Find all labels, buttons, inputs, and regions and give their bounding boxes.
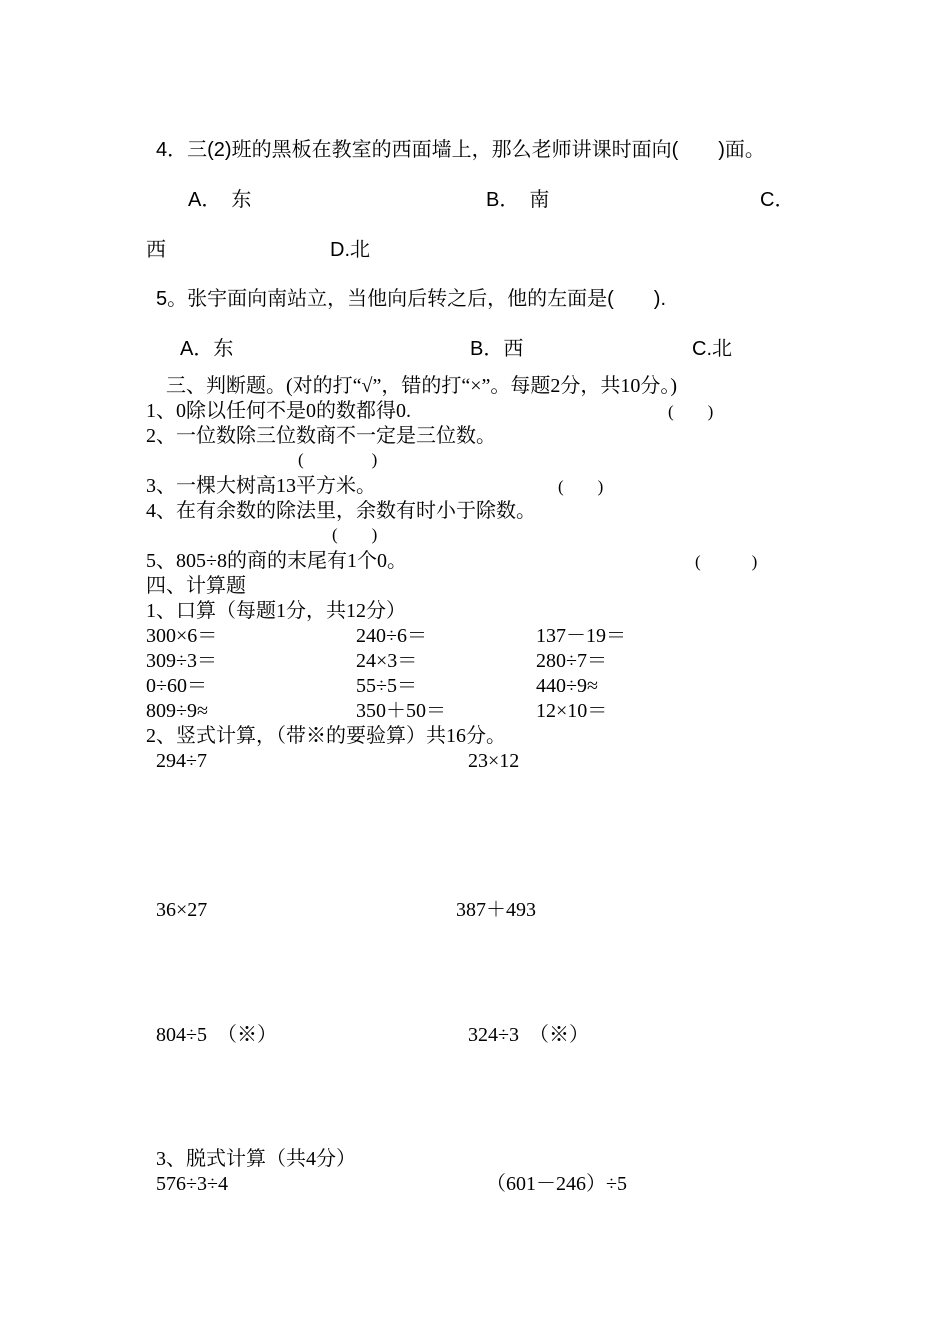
tf-item-3-paren[interactable]: ( ): [558, 477, 604, 496]
oral-2-2: 24×3＝: [356, 650, 418, 672]
q4-option-c-text: 西: [146, 239, 166, 261]
tf-item-2: 2、一位数除三位数商不一定是三位数。: [146, 425, 496, 447]
vertical-1: 294÷7: [156, 750, 207, 772]
oral-3-2: 55÷5＝: [356, 675, 417, 697]
oral-3-1: 0÷60＝: [146, 675, 207, 697]
vertical-3: 36×27: [156, 899, 208, 921]
oral-1-1: 300×6＝: [146, 625, 218, 647]
vertical-title: 2、竖式计算，（带※的要验算）共16分。: [146, 725, 506, 747]
tf-item-3: 3、一棵大树高13平方米。: [146, 475, 376, 497]
tf-item-5: 5、805÷8的商的末尾有1个0。: [146, 550, 407, 572]
tf-item-2-paren[interactable]: ( ): [298, 450, 378, 469]
oral-3-3: 440÷9≈: [536, 675, 598, 697]
oral-title: 1、口算（每题1分，共12分）: [146, 600, 406, 622]
q4-stem: 4．三(2)班的黑板在教室的西面墙上，那么老师讲课时面向( )面。: [156, 139, 765, 161]
tf-item-1: 1、0除以任何不是0的数都得0.: [146, 400, 411, 422]
q4-option-c: C．: [760, 189, 795, 211]
tf-item-4: 4、在有余数的除法里，余数有时小于除数。: [146, 500, 536, 522]
step-1: 576÷3÷4: [156, 1173, 228, 1195]
q5-option-b: B．西: [470, 338, 524, 360]
step-2: （601－246）÷5: [486, 1173, 627, 1195]
oral-4-1: 809÷9≈: [146, 700, 208, 722]
vertical-5: 804÷5 （※）: [156, 1024, 277, 1046]
tf-item-5-paren[interactable]: ( ): [695, 552, 758, 571]
q5-option-a: A．东: [180, 338, 234, 360]
oral-1-3: 137－19＝: [536, 625, 626, 647]
oral-1-2: 240÷6＝: [356, 625, 427, 647]
section3-title: 三、判断题。(对的打“√”，错的打“×”。每题2分，共10分。): [166, 375, 678, 397]
vertical-4: 387＋493: [456, 899, 536, 921]
tf-item-4-paren[interactable]: ( ): [332, 525, 378, 544]
oral-2-1: 309÷3＝: [146, 650, 217, 672]
tf-item-1-paren[interactable]: ( ): [668, 402, 714, 421]
q5-option-c: C.北: [692, 338, 732, 360]
vertical-2: 23×12: [468, 750, 520, 772]
vertical-6: 324÷3 （※）: [468, 1024, 589, 1046]
step-title: 3、脱式计算（共4分）: [156, 1148, 356, 1170]
q4-option-a: A． 东: [188, 189, 252, 211]
section4-title: 四、计算题: [146, 575, 246, 597]
oral-4-3: 12×10＝: [536, 700, 608, 722]
oral-2-3: 280÷7＝: [536, 650, 607, 672]
q4-option-d: D.北: [330, 239, 370, 261]
q5-stem: 5。张宇面向南站立，当他向后转之后，他的左面是( ).: [156, 288, 666, 310]
oral-4-2: 350＋50＝: [356, 700, 446, 722]
q4-option-b: B． 南: [486, 189, 550, 211]
